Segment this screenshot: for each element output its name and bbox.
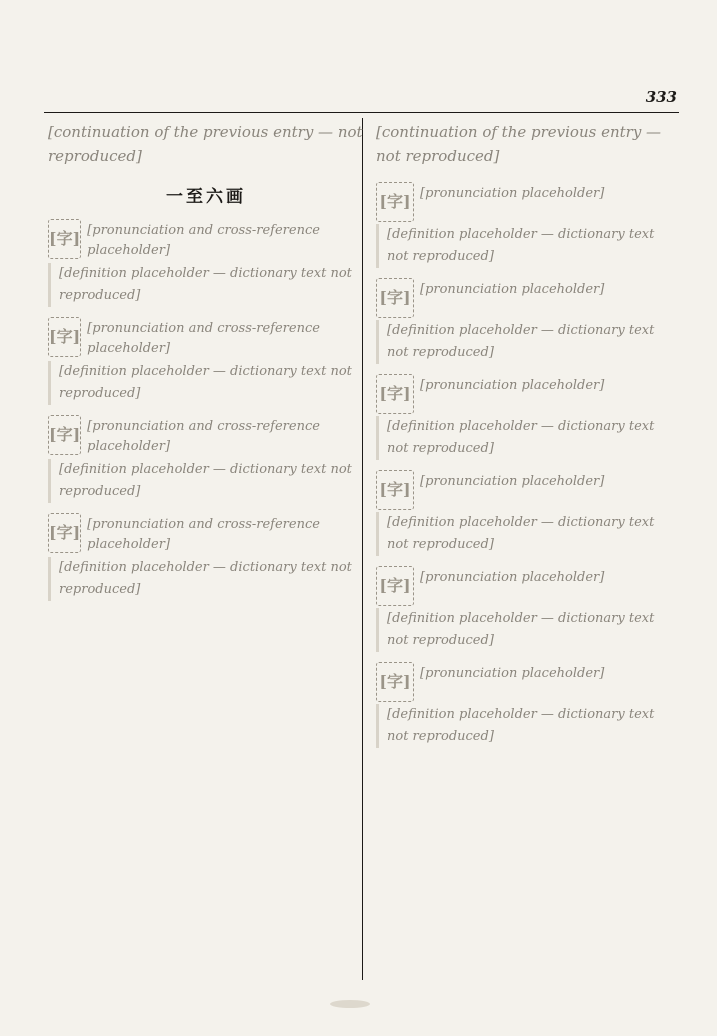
dictionary-entry <box>48 513 364 601</box>
right-continuation: [continuation of the previous entry — not reproduced] <box>376 123 662 165</box>
entry-definition: [definition placeholder — dictionary text not reproduced] <box>376 512 678 556</box>
entry-pronunciation: [pronunciation placeholder] <box>420 474 605 489</box>
entry-definition: [definition placeholder — dictionary text not reproduced] <box>376 704 678 748</box>
entry-pronunciation: [pronunciation and cross-reference placeholder] <box>87 419 320 454</box>
entry-pronunciation: [pronunciation placeholder] <box>420 570 605 585</box>
entry-definition: [definition placeholder — dictionary text not reproduced] <box>48 459 364 503</box>
headword: [字] <box>48 317 81 357</box>
headword: [字] <box>376 566 414 606</box>
print-smudge <box>330 1000 370 1008</box>
page-number: 333 <box>645 88 677 106</box>
entry-pronunciation: [pronunciation placeholder] <box>420 378 605 393</box>
headword: [字] <box>48 513 81 553</box>
entry-pronunciation: [pronunciation placeholder] <box>420 186 605 201</box>
header-rule <box>44 112 679 113</box>
headword: [字] <box>376 182 414 222</box>
dictionary-entry <box>376 374 678 460</box>
entry-pronunciation: [pronunciation and cross-reference placeholder] <box>87 321 320 356</box>
entry-definition: [definition placeholder — dictionary text not reproduced] <box>376 608 678 652</box>
dictionary-entry <box>376 470 678 556</box>
entry-pronunciation: [pronunciation placeholder] <box>420 282 605 297</box>
entry-pronunciation: [pronunciation placeholder] <box>420 666 605 681</box>
section-header: 一至六画 <box>166 187 246 207</box>
entry-definition: [definition placeholder — dictionary text not reproduced] <box>48 263 364 307</box>
headword: [字] <box>48 415 81 455</box>
entry-pronunciation: [pronunciation and cross-reference placeholder] <box>87 223 320 258</box>
headword: [字] <box>376 470 414 510</box>
headword: [字] <box>48 219 81 259</box>
entry-definition: [definition placeholder — dictionary text not reproduced] <box>376 224 678 268</box>
headword: [字] <box>376 278 414 318</box>
dictionary-entry <box>48 219 364 307</box>
entry-definition: [definition placeholder — dictionary text not reproduced] <box>376 416 678 460</box>
dictionary-entry <box>48 415 364 503</box>
right-column <box>376 120 678 990</box>
dictionary-entry <box>48 317 364 405</box>
dictionary-entry <box>376 182 678 268</box>
dictionary-entry <box>376 566 678 652</box>
dictionary-entry <box>376 662 678 748</box>
entry-pronunciation: [pronunciation and cross-reference placeholder] <box>87 517 320 552</box>
headword: [字] <box>376 374 414 414</box>
left-column <box>48 120 364 990</box>
entry-definition: [definition placeholder — dictionary text not reproduced] <box>376 320 678 364</box>
entry-definition: [definition placeholder — dictionary text not reproduced] <box>48 557 364 601</box>
entry-definition: [definition placeholder — dictionary text not reproduced] <box>48 361 364 405</box>
headword: [字] <box>376 662 414 702</box>
left-continuation: [continuation of the previous entry — not reproduced] <box>48 123 363 165</box>
dictionary-entry <box>376 278 678 364</box>
